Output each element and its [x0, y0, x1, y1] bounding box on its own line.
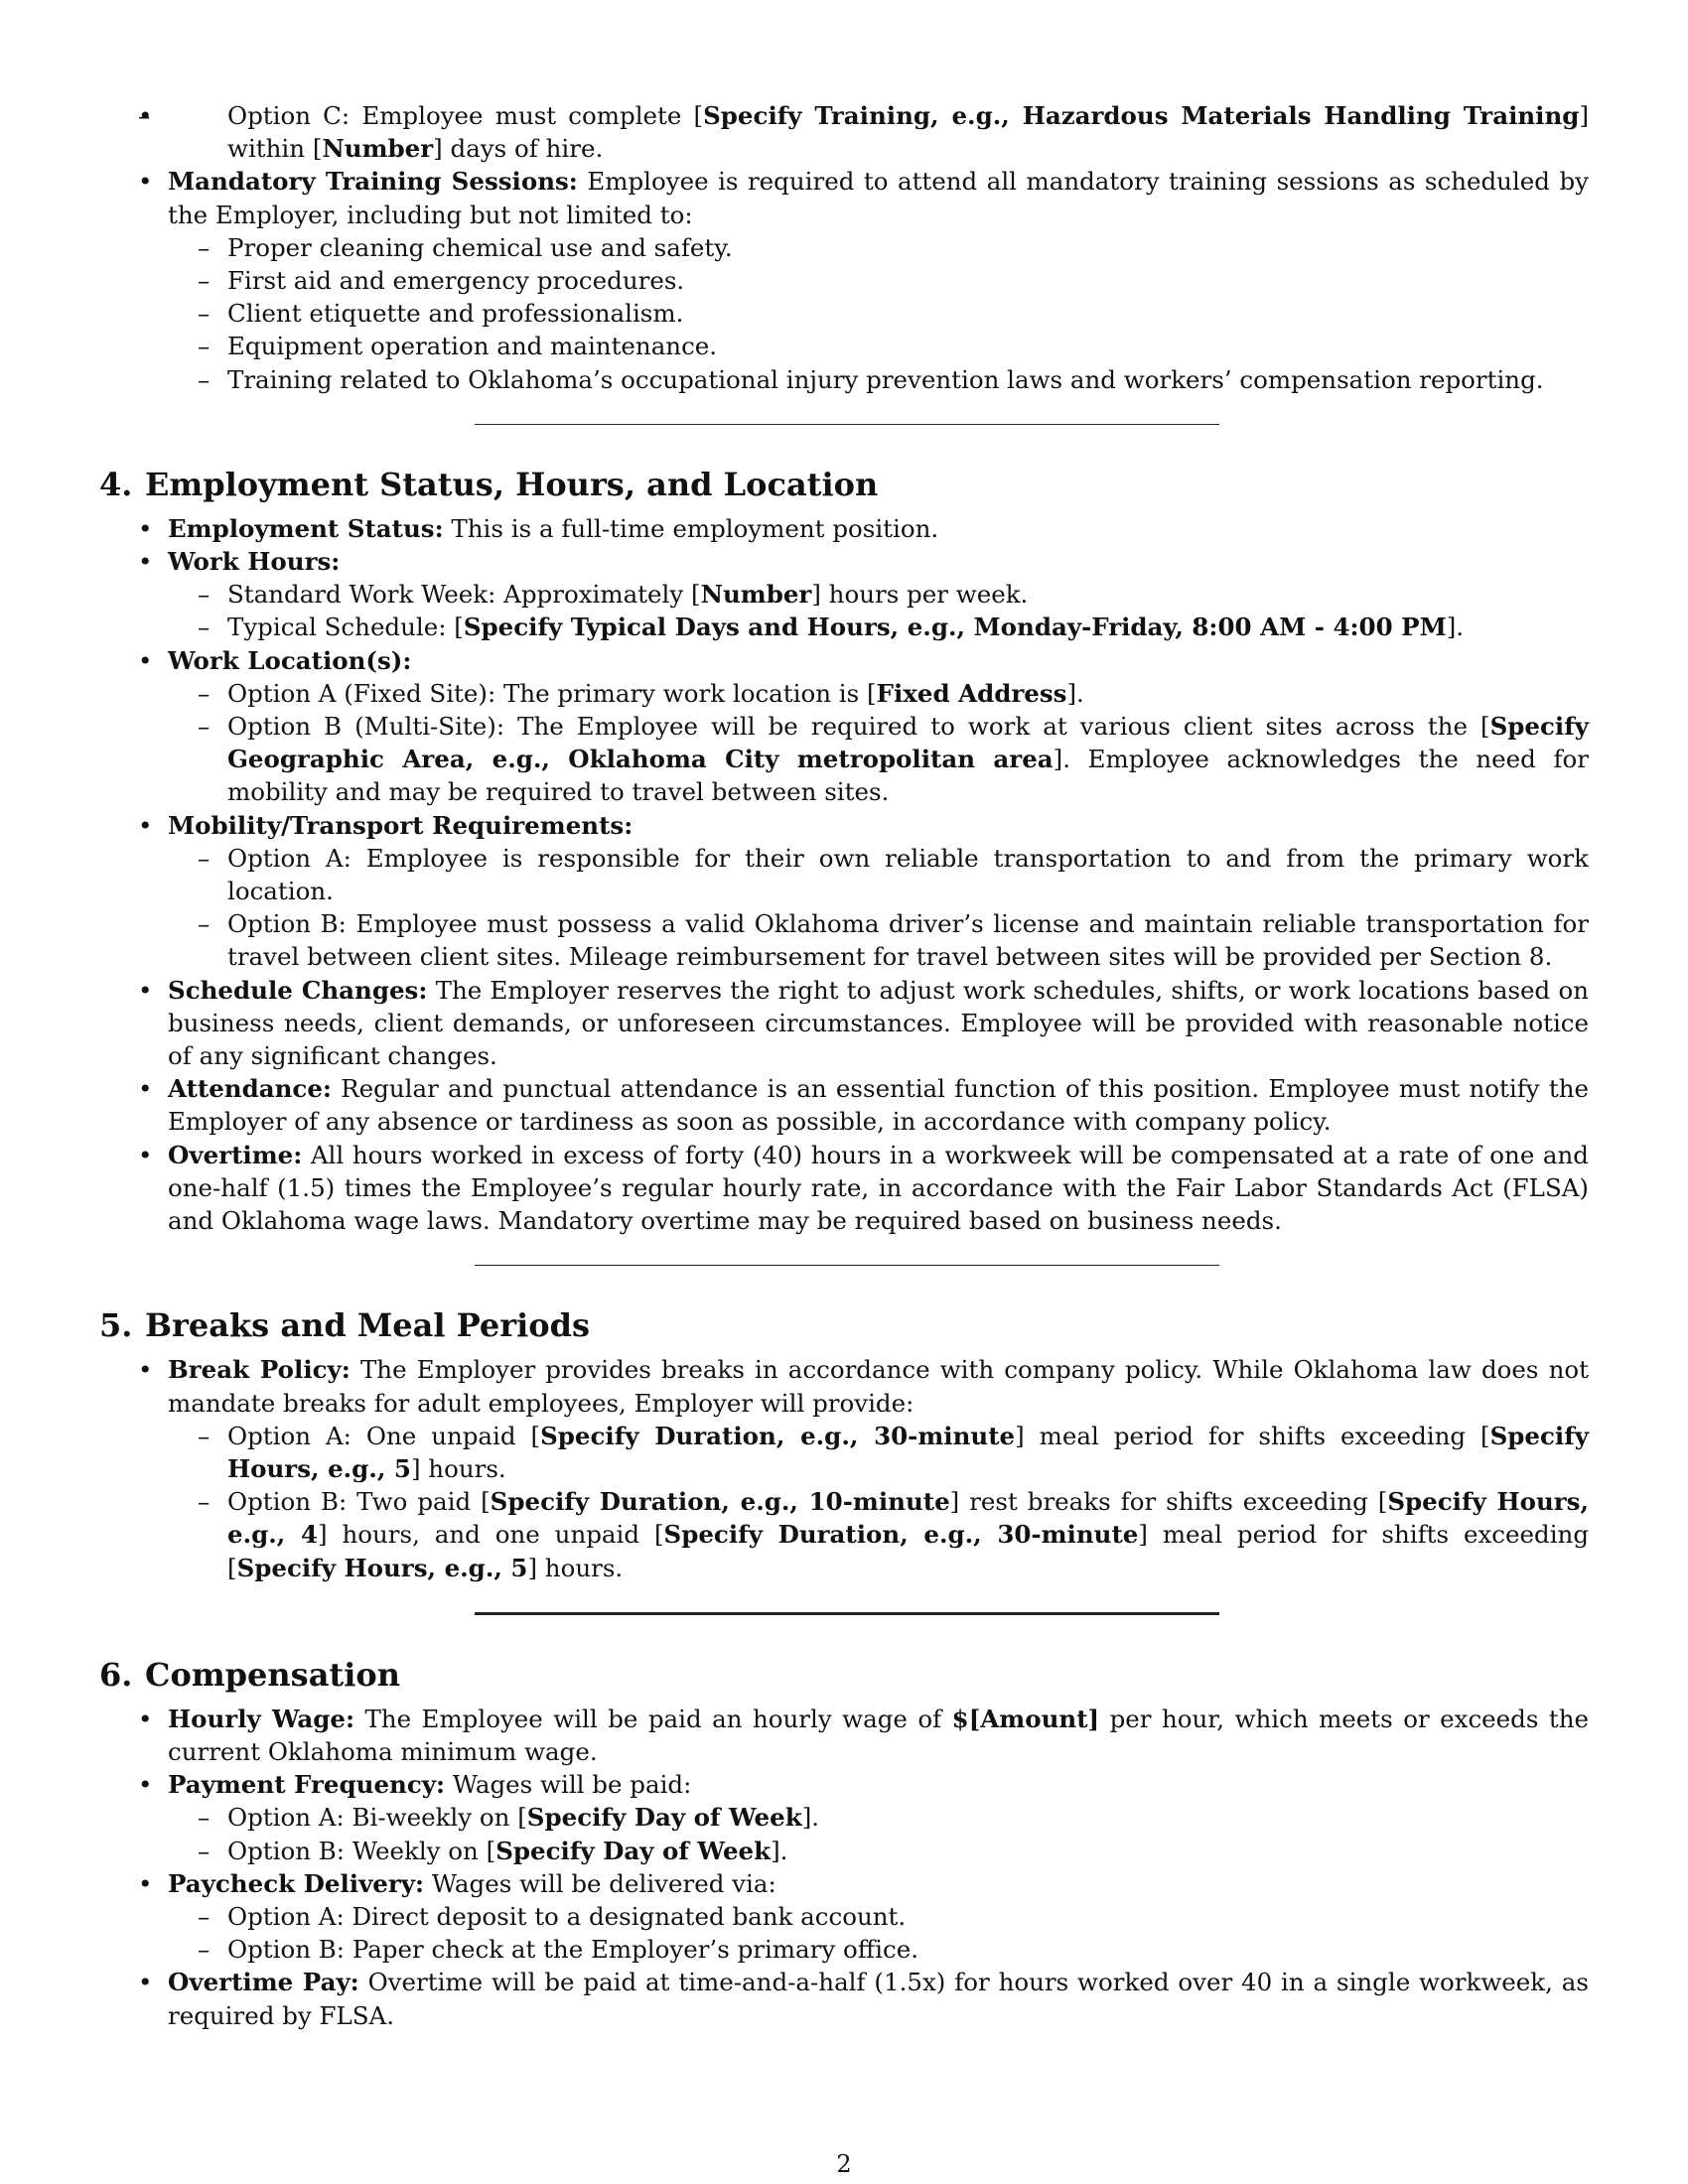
- item-text: per hour, which meets or exceeds the current Oklahoma minimum wage.: [168, 1704, 1590, 1766]
- paycheck-delivery-item: [168, 1867, 1589, 1967]
- item-label: Break Policy:: [168, 1355, 351, 1385]
- list-item: [227, 1801, 1589, 1834]
- placeholder-field: Specify Geographic Area, e.g., Oklahoma City metropolitan area: [227, 712, 1589, 774]
- section-number: 6.: [99, 1655, 133, 1694]
- item-text: Option A: One unpaid [: [227, 1421, 541, 1450]
- list-item: [168, 99, 1589, 165]
- page-number: 2: [836, 2150, 852, 2178]
- placeholder-field: Specify Duration, e.g., 30-minute: [540, 1421, 1016, 1450]
- option-c-prefix: Option C: Employee must complete [: [227, 101, 704, 130]
- option-c-number: Number: [322, 134, 434, 164]
- list-item: – Option A: Employee is responsible for their own reliable transportation to and from the primary work location.: [227, 842, 1589, 907]
- section-6-heading: [99, 1655, 1589, 1695]
- overtime-item: [168, 1139, 1589, 1238]
- item-label: Overtime:: [168, 1140, 303, 1169]
- item-text: Wages will be delivered via:: [424, 1868, 776, 1898]
- option-c-suffix: ] days of hire.: [433, 134, 604, 164]
- payment-frequency-item: [168, 1768, 1589, 1867]
- item-text: ] hours, and one unpaid [: [318, 1520, 664, 1550]
- section-5-heading: [99, 1305, 1589, 1345]
- option-c-item: [168, 99, 1589, 165]
- mandatory-training-text: Employee is required to attend all mandatory training sessions as scheduled by the Employer, including but not limited to:: [168, 167, 1589, 229]
- mandatory-training-item: [168, 165, 1589, 395]
- section-6-list: [99, 1703, 1589, 2032]
- item-text: Option A: Bi-weekly on [: [227, 1803, 527, 1833]
- item-label: Schedule Changes:: [168, 975, 428, 1005]
- option-c-mid: ] within [: [227, 101, 1589, 164]
- list-item: [227, 578, 1589, 611]
- item-text: This is a full-time employment position.: [443, 513, 939, 543]
- work-location-item: [168, 644, 1589, 809]
- list-item: – Training related to Oklahoma’s occupational injury prevention laws and workers’ compensation reporting.: [227, 363, 1589, 396]
- schedule-changes-item: [168, 974, 1589, 1073]
- item-text: Standard Work Week: Approximately [: [227, 580, 701, 610]
- item-text: Option B: Weekly on [: [227, 1836, 496, 1865]
- item-text: ]. Employee acknowledges the need for mobility and may be required to travel between sites.: [227, 745, 1589, 807]
- work-hours-item: [168, 545, 1589, 644]
- placeholder-field: Fixed Address: [876, 678, 1067, 708]
- list-item: – Option B: Paper check at the Employer’s primary office.: [227, 1933, 1589, 1966]
- item-label: Attendance:: [168, 1074, 332, 1104]
- list-item: [227, 1835, 1589, 1867]
- item-label: Hourly Wage:: [168, 1704, 354, 1733]
- item-label: Mobility/Transport Requirements:: [168, 810, 633, 840]
- item-label: Overtime Pay:: [168, 1968, 359, 1997]
- placeholder-field: Number: [700, 580, 812, 610]
- mobility-item: [168, 809, 1589, 974]
- list-item: [227, 710, 1589, 809]
- option-c-training: Specify Training, e.g., Hazardous Materials Handling Training: [703, 101, 1580, 130]
- list-item: [227, 1420, 1589, 1485]
- item-text: The Employer reserves the right to adjust work schedules, shifts, or work locations based on business needs, client demands, or unforeseen circumstances. Employee will be provided with reasonable notice of any significant changes.: [168, 975, 1589, 1071]
- overtime-pay-item: [168, 1966, 1589, 2031]
- training-list: [99, 165, 1589, 395]
- item-text: Option B (Multi-Site): The Employee will be required to work at various client sites across the [: [227, 712, 1490, 742]
- item-label: Work Location(s):: [168, 645, 412, 675]
- item-text: Option A (Fixed Site): The primary work location is [: [227, 678, 877, 708]
- section-number: 5.: [99, 1306, 133, 1345]
- item-text: Wages will be paid:: [445, 1770, 692, 1800]
- item-text: The Employer provides breaks in accordance with company policy. While Oklahoma law does not mandate breaks for adult employees, Employer will provide:: [168, 1355, 1589, 1418]
- list-item: – First aid and emergency procedures.: [227, 264, 1589, 297]
- list-item: [227, 1485, 1589, 1584]
- section-4-list: [99, 512, 1589, 1237]
- placeholder-field: Specify Hours, e.g., 5: [236, 1553, 528, 1582]
- placeholder-field: Specify Typical Days and Hours, e.g., Monday-Friday, 8:00 AM - 4:00 PM: [463, 613, 1447, 642]
- item-text: Option B: Two paid [: [227, 1487, 491, 1517]
- item-text: All hours worked in excess of forty (40) hours in a workweek will be compensated at a rate of one and one-half (1.5) times the Employee’s regular hourly rate, in accordance with the Fair Labor Standards Act (FLSA) and Oklahoma wage laws. Mandatory overtime may be required based on business needs.: [168, 1140, 1589, 1236]
- section-number: 4.: [99, 465, 133, 503]
- placeholder-field: Specify Hours, e.g., 4: [227, 1487, 1589, 1550]
- section-title: Compensation: [145, 1655, 400, 1694]
- carryover-list: [99, 99, 1589, 165]
- item-text: ].: [1446, 613, 1465, 642]
- item-text: ] meal period for shifts exceeding [: [227, 1520, 1590, 1582]
- placeholder-field: Specify Duration, e.g., 30-minute: [663, 1520, 1139, 1550]
- attendance-item: [168, 1072, 1589, 1138]
- divider: [475, 1612, 1219, 1615]
- list-item: – Client etiquette and professionalism.: [227, 297, 1589, 330]
- list-item: [227, 677, 1589, 710]
- item-text: ] rest breaks for shifts exceeding [: [949, 1487, 1388, 1517]
- list-item: – Option A: Direct deposit to a designated bank account.: [227, 1900, 1589, 1933]
- break-policy-item: [168, 1353, 1589, 1583]
- document-page: [99, 99, 1589, 2032]
- item-text: ] hours.: [527, 1553, 624, 1582]
- list-item: [227, 611, 1589, 643]
- placeholder-field: $[Amount]: [951, 1704, 1100, 1733]
- item-text: ].: [801, 1803, 820, 1833]
- section-5-list: [99, 1353, 1589, 1583]
- hourly-wage-item: [168, 1703, 1589, 1768]
- placeholder-field: Specify Hours, e.g., 5: [227, 1421, 1589, 1483]
- section-title: Employment Status, Hours, and Location: [145, 465, 879, 503]
- mandatory-training-label: Mandatory Training Sessions:: [168, 167, 578, 197]
- divider: [475, 1265, 1219, 1266]
- section-4-heading: [99, 465, 1589, 504]
- list-item: – Equipment operation and maintenance.: [227, 330, 1589, 362]
- item-text: ] meal period for shifts exceeding [: [1015, 1421, 1490, 1450]
- placeholder-field: Specify Day of Week: [526, 1803, 802, 1833]
- placeholder-field: Specify Duration, e.g., 10-minute: [490, 1487, 950, 1517]
- item-text: ].: [1066, 678, 1084, 708]
- placeholder-field: Specify Day of Week: [495, 1836, 772, 1865]
- section-title: Breaks and Meal Periods: [145, 1306, 590, 1345]
- item-label: Employment Status:: [168, 513, 444, 543]
- item-text: ] hours per week.: [811, 580, 1029, 610]
- item-label: Paycheck Delivery:: [168, 1868, 425, 1898]
- item-text: ].: [771, 1836, 788, 1865]
- divider: [475, 424, 1219, 425]
- list-item: – Option B: Employee must possess a valid Oklahoma driver’s license and maintain reliable transportation for travel between client sites. Mileage reimbursement for travel between sites will be provided per Section 8.: [227, 907, 1589, 973]
- item-label: Payment Frequency:: [168, 1770, 446, 1800]
- item-text: Typical Schedule: [: [227, 613, 464, 642]
- item-text: Regular and punctual attendance is an essential function of this position. Employee must notify the Employer of any absence or tardiness as soon as possible, in accordance with company policy.: [168, 1074, 1589, 1137]
- employment-status-item: [168, 512, 1589, 545]
- item-text: Overtime will be paid at time-and-a-half (1.5x) for hours worked over 40 in a single workweek, as required by FLSA.: [168, 1968, 1589, 2030]
- item-label: Work Hours:: [168, 547, 341, 577]
- list-item: – Proper cleaning chemical use and safety.: [227, 231, 1589, 264]
- item-text: ] hours.: [410, 1453, 506, 1483]
- item-text: The Employee will be paid an hourly wage of: [354, 1704, 952, 1733]
